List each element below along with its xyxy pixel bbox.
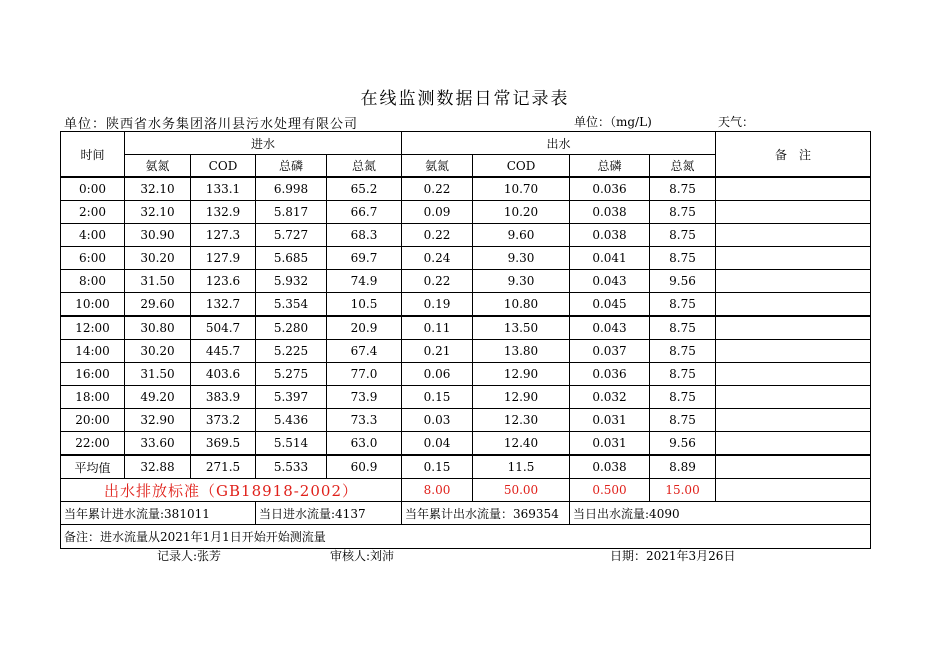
average-label: 平均值 [61, 455, 125, 479]
value-cell: 9.56 [650, 432, 716, 456]
value-cell: 8.75 [650, 177, 716, 201]
year-inflow: 当年累计进水流量:381011 [61, 502, 256, 525]
remark-cell [716, 177, 871, 201]
value-cell: 67.4 [327, 340, 402, 363]
value-cell: 10.20 [473, 201, 570, 224]
value-cell: 49.20 [125, 386, 191, 409]
table-row [61, 224, 871, 247]
value-cell: 8.75 [650, 247, 716, 270]
value-cell: 8.75 [650, 363, 716, 386]
average-value: 0.15 [402, 455, 473, 479]
time-cell: 8:00 [61, 270, 125, 293]
standard-value: 8.00 [402, 479, 473, 502]
standard-value: 15.00 [650, 479, 716, 502]
value-cell: 132.7 [191, 293, 256, 317]
value-cell: 5.275 [256, 363, 327, 386]
header-col: 氨氮 [402, 155, 473, 178]
time-cell: 10:00 [61, 293, 125, 317]
value-cell: 29.60 [125, 293, 191, 317]
value-cell: 0.22 [402, 224, 473, 247]
value-cell: 30.80 [125, 316, 191, 340]
value-cell: 0.038 [570, 224, 650, 247]
value-cell: 0.031 [570, 432, 650, 456]
value-cell: 0.19 [402, 293, 473, 317]
remark-cell [716, 224, 871, 247]
value-cell: 5.280 [256, 316, 327, 340]
header-col: 氨氮 [125, 155, 191, 178]
time-cell: 22:00 [61, 432, 125, 456]
value-cell: 0.031 [570, 409, 650, 432]
time-cell: 2:00 [61, 201, 125, 224]
time-cell: 20:00 [61, 409, 125, 432]
value-cell: 5.436 [256, 409, 327, 432]
value-cell: 8.75 [650, 316, 716, 340]
value-cell: 0.036 [570, 363, 650, 386]
standard-row [61, 479, 871, 502]
value-cell: 74.9 [327, 270, 402, 293]
table-row [61, 363, 871, 386]
value-cell: 5.514 [256, 432, 327, 456]
value-cell: 69.7 [327, 247, 402, 270]
value-cell: 504.7 [191, 316, 256, 340]
value-cell: 0.15 [402, 386, 473, 409]
remark-cell [716, 316, 871, 340]
value-cell: 8.75 [650, 224, 716, 247]
remark-cell [716, 363, 871, 386]
value-cell: 31.50 [125, 270, 191, 293]
table-row [61, 201, 871, 224]
remark-cell [716, 409, 871, 432]
date-label: 日期：2021年3月26日 [610, 549, 736, 563]
average-row [61, 455, 871, 479]
value-cell: 5.685 [256, 247, 327, 270]
value-cell: 5.397 [256, 386, 327, 409]
value-cell: 20.9 [327, 316, 402, 340]
header-col: 总磷 [570, 155, 650, 178]
organization-label: 单位：陕西省水务集团洛川县污水处理有限公司 [64, 117, 359, 132]
note-row [61, 525, 871, 549]
value-cell: 33.60 [125, 432, 191, 456]
value-cell: 77.0 [327, 363, 402, 386]
value-cell: 5.225 [256, 340, 327, 363]
value-cell: 6.998 [256, 177, 327, 201]
time-cell: 6:00 [61, 247, 125, 270]
value-cell: 133.1 [191, 177, 256, 201]
value-cell: 73.3 [327, 409, 402, 432]
value-cell: 9.30 [473, 247, 570, 270]
table-row [61, 316, 871, 340]
average-value: 0.038 [570, 455, 650, 479]
average-value: 271.5 [191, 455, 256, 479]
value-cell: 66.7 [327, 201, 402, 224]
value-cell: 127.3 [191, 224, 256, 247]
average-value: 8.89 [650, 455, 716, 479]
value-cell: 0.037 [570, 340, 650, 363]
value-cell: 369.5 [191, 432, 256, 456]
time-cell: 14:00 [61, 340, 125, 363]
recorder-label: 记录人:张芳 [157, 549, 222, 563]
value-cell: 30.20 [125, 247, 191, 270]
value-cell: 373.2 [191, 409, 256, 432]
value-cell: 132.9 [191, 201, 256, 224]
value-cell: 10.5 [327, 293, 402, 317]
value-cell: 0.06 [402, 363, 473, 386]
value-cell: 5.932 [256, 270, 327, 293]
value-cell: 12.90 [473, 363, 570, 386]
value-cell: 13.50 [473, 316, 570, 340]
page-title: 在线监测数据日常记录表 [360, 89, 570, 109]
average-value: 32.88 [125, 455, 191, 479]
value-cell: 0.043 [570, 270, 650, 293]
header-col: 总磷 [256, 155, 327, 178]
header-col: 总氮 [650, 155, 716, 178]
value-cell: 9.60 [473, 224, 570, 247]
value-cell: 8.75 [650, 409, 716, 432]
year-outflow: 当年累计出水流量：369354 [402, 502, 570, 525]
value-cell: 0.045 [570, 293, 650, 317]
weather-label: 天气： [718, 115, 755, 129]
value-cell: 5.354 [256, 293, 327, 317]
value-cell: 123.6 [191, 270, 256, 293]
value-cell: 403.6 [191, 363, 256, 386]
value-cell: 73.9 [327, 386, 402, 409]
time-cell: 16:00 [61, 363, 125, 386]
value-cell: 13.80 [473, 340, 570, 363]
value-cell: 32.10 [125, 201, 191, 224]
value-cell: 8.75 [650, 293, 716, 317]
header-time: 时间 [61, 132, 125, 178]
value-cell: 445.7 [191, 340, 256, 363]
value-cell: 9.30 [473, 270, 570, 293]
value-cell: 30.20 [125, 340, 191, 363]
table-row [61, 177, 871, 201]
table-row [61, 386, 871, 409]
value-cell: 63.0 [327, 432, 402, 456]
monitoring-table [60, 131, 871, 549]
day-inflow: 当日进水流量:4137 [256, 502, 402, 525]
value-cell: 127.9 [191, 247, 256, 270]
value-cell: 0.04 [402, 432, 473, 456]
value-cell: 0.03 [402, 409, 473, 432]
header-inlet: 进水 [125, 132, 402, 155]
value-cell: 5.817 [256, 201, 327, 224]
value-cell: 0.21 [402, 340, 473, 363]
reviewer-label: 审核人:刘沛 [330, 549, 395, 563]
note-text: 备注：进水流量从2021年1月1日开始开始测流量 [61, 525, 871, 549]
value-cell: 0.036 [570, 177, 650, 201]
remark-cell [716, 479, 871, 502]
value-cell: 65.2 [327, 177, 402, 201]
table-row [61, 432, 871, 456]
day-outflow: 当日出水流量:4090 [570, 502, 871, 525]
remark-cell [716, 340, 871, 363]
value-cell: 0.09 [402, 201, 473, 224]
remark-cell [716, 247, 871, 270]
value-cell: 10.80 [473, 293, 570, 317]
value-cell: 0.041 [570, 247, 650, 270]
value-cell: 8.75 [650, 201, 716, 224]
header-col: COD [191, 155, 256, 178]
value-cell: 32.10 [125, 177, 191, 201]
average-value: 5.533 [256, 455, 327, 479]
unit-label: 单位：（mg/L) [574, 115, 652, 129]
time-cell: 4:00 [61, 224, 125, 247]
remark-cell [716, 386, 871, 409]
value-cell: 10.70 [473, 177, 570, 201]
header-col: 总氮 [327, 155, 402, 178]
value-cell: 0.032 [570, 386, 650, 409]
value-cell: 8.75 [650, 386, 716, 409]
value-cell: 12.30 [473, 409, 570, 432]
time-cell: 18:00 [61, 386, 125, 409]
value-cell: 31.50 [125, 363, 191, 386]
value-cell: 12.40 [473, 432, 570, 456]
value-cell: 12.90 [473, 386, 570, 409]
remark-cell [716, 201, 871, 224]
value-cell: 32.90 [125, 409, 191, 432]
value-cell: 9.56 [650, 270, 716, 293]
value-cell: 0.22 [402, 177, 473, 201]
value-cell: 0.24 [402, 247, 473, 270]
table-row [61, 340, 871, 363]
table-row [61, 293, 871, 317]
value-cell: 30.90 [125, 224, 191, 247]
value-cell: 383.9 [191, 386, 256, 409]
remark-cell [716, 432, 871, 456]
value-cell: 0.22 [402, 270, 473, 293]
standard-value: 0.500 [570, 479, 650, 502]
value-cell: 8.75 [650, 340, 716, 363]
time-cell: 12:00 [61, 316, 125, 340]
value-cell: 68.3 [327, 224, 402, 247]
table-row [61, 247, 871, 270]
remark-cell [716, 270, 871, 293]
remark-cell [716, 455, 871, 479]
standard-value: 50.00 [473, 479, 570, 502]
time-cell: 0:00 [61, 177, 125, 201]
value-cell: 0.043 [570, 316, 650, 340]
header-col: COD [473, 155, 570, 178]
remark-cell [716, 293, 871, 317]
table-row [61, 409, 871, 432]
table-row [61, 270, 871, 293]
value-cell: 5.727 [256, 224, 327, 247]
average-value: 11.5 [473, 455, 570, 479]
standard-label: 出水排放标准（GB18918-2002） [61, 479, 402, 502]
flow-row [61, 502, 871, 525]
header-remark: 备 注 [716, 132, 871, 178]
average-value: 60.9 [327, 455, 402, 479]
header-outlet: 出水 [402, 132, 716, 155]
value-cell: 0.11 [402, 316, 473, 340]
value-cell: 0.038 [570, 201, 650, 224]
